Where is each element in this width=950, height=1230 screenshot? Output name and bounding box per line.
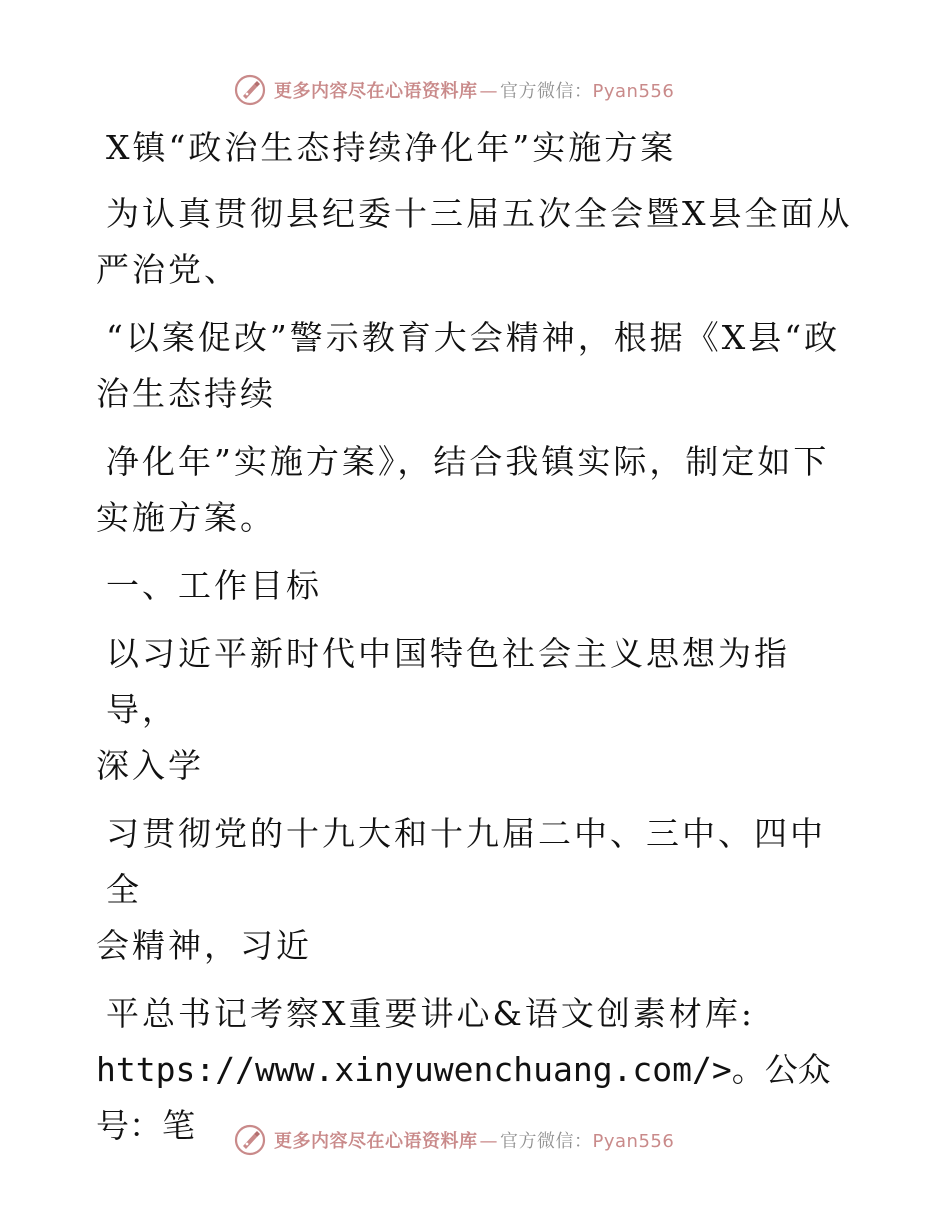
paragraph-3 (96, 434, 856, 546)
paragraph-4-line-2: 深入学 (96, 746, 204, 785)
paragraph-5-line-1: 习贯彻党的十九大和十九届二中、三中、四中全 (106, 814, 826, 909)
header-banner-dash: — (479, 81, 498, 102)
pen-nib-logo-icon (234, 74, 266, 106)
paragraph-1 (96, 186, 856, 298)
paragraph-2-line-1: “以案促改”警示教育大会精神，根据《X县“政 (106, 318, 841, 357)
paragraph-3-line-1: 净化年”实施方案》，结合我镇实际，制定如下 (106, 442, 830, 481)
paragraph-3-line-2: 实施方案。 (96, 498, 276, 537)
paragraph-6-line-2: https://www.xinyuwenchuang.com/>。公众号：笔 (96, 1050, 831, 1145)
paragraph-5-line-2: 会精神，习近 (96, 926, 312, 965)
paragraph-4-line-1: 以习近平新时代中国特色社会主义思想为指导， (106, 634, 790, 729)
footer-banner-dash: — (479, 1131, 498, 1152)
header-banner (234, 72, 674, 108)
header-banner-wechat-label: 官方微信： (500, 81, 593, 102)
header-banner-main: 更多内容尽在心语资料库 (274, 81, 478, 102)
paragraph-2 (96, 310, 856, 422)
document-body (96, 120, 856, 1166)
document-title: X镇“政治生态持续净化年”实施方案 (106, 128, 677, 167)
footer-banner (234, 1122, 674, 1158)
footer-banner-wechat-id: Pyan556 (592, 1131, 675, 1152)
footer-banner-main: 更多内容尽在心语资料库 (274, 1131, 478, 1152)
footer-banner-text (274, 1127, 674, 1153)
paragraph-6-line-1: 平总书记考察X重要讲心&语文创素材库: (106, 994, 755, 1033)
paragraph-5 (96, 806, 856, 974)
section-heading-1 (96, 558, 856, 614)
section-heading-1-text: 一、工作目标 (106, 566, 322, 605)
header-banner-wechat-id: Pyan556 (592, 81, 675, 102)
paragraph-4 (96, 626, 856, 794)
paragraph-1-line-1: 为认真贯彻县纪委十三届五次全会暨X县全面从 (106, 194, 853, 233)
paragraph-2-line-2: 治生态持续 (96, 374, 276, 413)
header-banner-text (274, 77, 674, 103)
pen-nib-logo-icon (234, 1124, 266, 1156)
paragraph-1-line-2: 严治党、 (96, 250, 240, 289)
footer-banner-wechat-label: 官方微信： (500, 1131, 593, 1152)
